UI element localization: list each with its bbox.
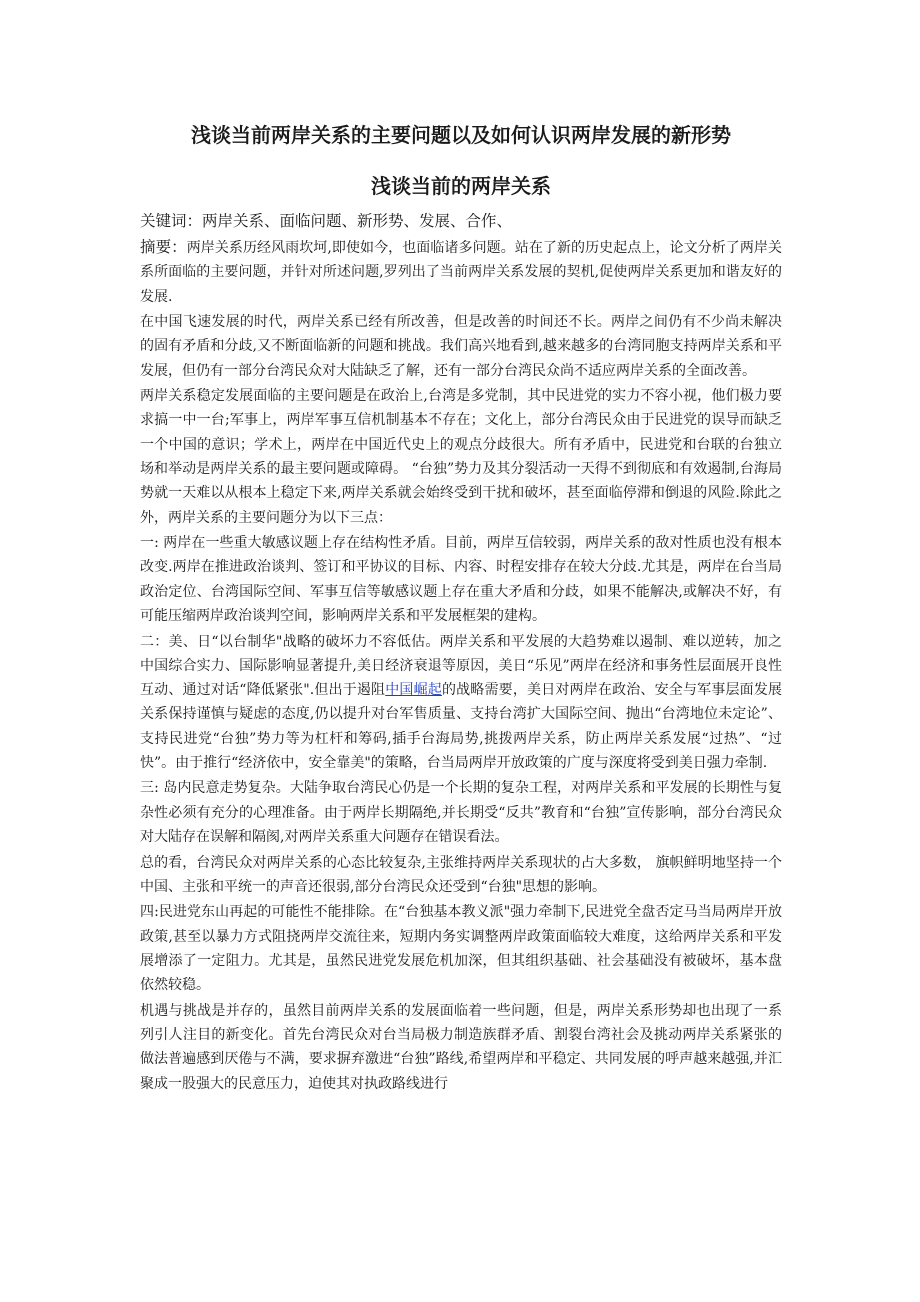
china-rise-link[interactable]: 中国崛起: [385, 682, 442, 699]
document-title: 浅谈当前两岸关系的主要问题以及如何认识两岸发展的新形势: [191, 123, 731, 147]
abstract-paragraph: [140, 235, 782, 309]
point-one-paragraph: 一: 两岸在一些重大敏感议题上存在结构性矛盾。目前，两岸互信较弱，两岸关系的敌对性质也没有根本改变.两岸在推进政治谈判、签订和平协议的目标、内容、时程安排存在较大分歧.尤其是，两岸在台当局政治定位、台湾国际空间、军事互信等敏感议题上存在重大矛盾和分歧，如果不能解决,或解决不好，有可能压缩两岸政治谈判空间，影响两岸关系和平发展框架的建构。: [140, 535, 782, 625]
main-problems-paragraph: 两岸关系稳定发展面临的主要问题是在政治上,台湾是多党制，其中民进党的实力不容小视，他们极力要求搞一中一台;军事上，两岸军事互信机制基本不存在；文化上，部分台湾民众由于民进党的误导而缺乏一个中国的意识；学术上，两岸在中国近代史上的观点分歧很大。所有矛盾中，民进党和台联的台独立场和举动是两岸关系的最主要问题或障碍。 “台独”势力及其分裂活动一天得不到彻底和有效遏制,台海局势就一天难以从根本上稳定下来,两岸关系就会始终受到干扰和破坏，甚至面临停滞和倒退的风险.除此之外，两岸关系的主要问题分为以下三点：: [140, 388, 782, 526]
document-body: [140, 208, 782, 1097]
point-two-text-after: 的战略需要，美日对两岸在政治、安全与军事层面发展关系保持谨慎与疑虑的态度,仍以提升对台军售质量、支持台湾扩大国际空间、抛出“台湾地位未定论”、支持民进党“台独”势力等为杠杆和筹码,插手台海局势,挑拨两岸关系，防止两岸关系发展“过热”、“过快”。由于推行“经济依中，安全靠美"的策略，台当局两岸开放政策的广度与深度将受到美日强力牵制.: [140, 682, 783, 771]
point-three-paragraph: 三: 岛内民意走势复杂。大陆争取台湾民心仍是一个长期的复杂工程，对两岸关系和平发展的长期性与复杂性必须有充分的心理准备。由于两岸长期隔绝,并长期受“反共”教育和“台独”宣传影响，部分台湾民众对大陆存在误解和隔阂,对两岸关系重大问题存在错误看法。: [140, 780, 782, 846]
point-two-text-before: 二：美、日“以台制华"战略的破坏力不容低估。两岸关系和平发展的大趋势难以遏制、难以逆转，加之中国综合实力、国际影响显著提升,美日经济衰退等原因，美日“乐见”两岸在经济和事务性层面展开良性互动、通过对话“降低紧张".但出于遏阻: [140, 633, 782, 699]
point-four-paragraph: 四:民进党东山再起的可能性不能排除。在“台独基本教义派"强力牵制下,民进党全盘否定马当局两岸开放政策,甚至以暴力方式阻挠两岸交流往来，短期内务实调整两岸政策面临较大难度，这给两岸关系和平发展增添了一定阻力。尤其是，虽然民进党发展危机加深，但其组织基础、社会基础没有被破坏，基本盘依然较稳。: [140, 904, 782, 994]
summary-paragraph: 总的看，台湾民众对两岸关系的心态比较复杂,主张维持两岸关系现状的占大多数， 旗帜鲜明地坚持一个中国、主张和平统一的声音还很弱,部分台湾民众还受到“台独"思想的影响。: [140, 854, 782, 895]
point-two-paragraph: [140, 630, 782, 776]
abstract-label: 摘要：: [140, 238, 187, 256]
intro-paragraph: 在中国飞速发展的时代，两岸关系已经有所改善，但是改善的时间还不长。两岸之间仍有不少尚未解决的固有矛盾和分歧,又不断面临新的问题和挑战。我们高兴地看到,越来越多的台湾同胞支持两岸关系和平发展，但仍有一部分台湾民众对大陆缺乏了解，还有一部分台湾民众尚不适应两岸关系的全面改善。: [140, 314, 782, 379]
abstract-text: 两岸关系历经风雨坎坷,即使如今，也面临诸多问题。站在了新的历史起点上，论文分析了两岸关系所面临的主要问题，并针对所述问题,罗列出了当前两岸关系发展的契机,促使两岸关系更加和谐友好的发展.: [140, 240, 782, 305]
document-subtitle: 浅谈当前的两岸关系: [371, 174, 551, 198]
opportunities-paragraph: 机遇与挑战是并存的，虽然目前两岸关系的发展面临着一些问题，但是，两岸关系形势却也出现了一系列引人注目的新变化。首先台湾民众对台当局极力制造族群矛盾、割裂台湾社会及挑动两岸关系紧张的做法普遍感到厌倦与不满，要求摒弃激进“台独”路线,希望两岸和平稳定、共同发展的呼声越来越强,并汇聚成一股强大的民意压力，迫使其对执政路线进行: [140, 1002, 782, 1092]
keywords-line: 关键词：两岸关系、面临问题、新形势、发展、合作、: [140, 212, 513, 230]
